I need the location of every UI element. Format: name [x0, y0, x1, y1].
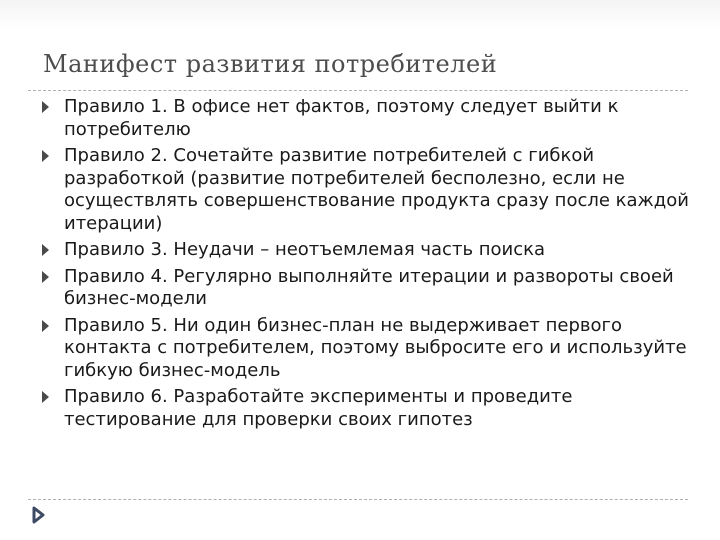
bullet-item-3: [40, 239, 690, 262]
bullet-item-4: [40, 266, 690, 311]
triangle-right-icon: [42, 320, 49, 332]
triangle-right-icon: [42, 150, 49, 162]
slide-title: Манифест развития потребителей: [43, 50, 498, 78]
footer-divider: [28, 499, 688, 500]
bullet-text-4: Правило 4. Регулярно выполняйте итерации и развороты своей бизнес-модели: [64, 265, 674, 309]
triangle-right-icon: [42, 244, 49, 256]
bullet-text-3: Правило 3. Неудачи – неотъемлемая часть поиска: [64, 239, 546, 260]
bullet-item-5: [40, 315, 690, 383]
triangle-right-icon: [42, 271, 49, 283]
bullet-text-2: Правило 2. Сочетайте развитие потребителей с гибкой разработкой (развитие потребителей бесполезно, если не осуществлять совершенствование продукта сразу после каждой итерации): [64, 145, 689, 234]
bullet-item-6: [40, 386, 690, 431]
bullet-text-6: Правило 6. Разработайте эксперименты и проведите тестирование для проверки своих гипотез: [64, 386, 573, 430]
triangle-right-icon: [42, 391, 49, 403]
slide-nav-arrow-icon[interactable]: [30, 505, 46, 525]
bullet-list: [40, 96, 690, 435]
triangle-right-icon: [42, 101, 49, 113]
bullet-text-1: Правило 1. В офисе нет фактов, поэтому следует выйти к потребителю: [64, 96, 619, 140]
bullet-text-5: Правило 5. Ни один бизнес-план не выдерживает первого контакта с потребителем, поэтому выбросите его и используйте гибкую бизнес-модель: [64, 314, 687, 381]
title-divider: [28, 90, 688, 91]
bullet-item-1: [40, 96, 690, 141]
bullet-item-2: [40, 145, 690, 235]
